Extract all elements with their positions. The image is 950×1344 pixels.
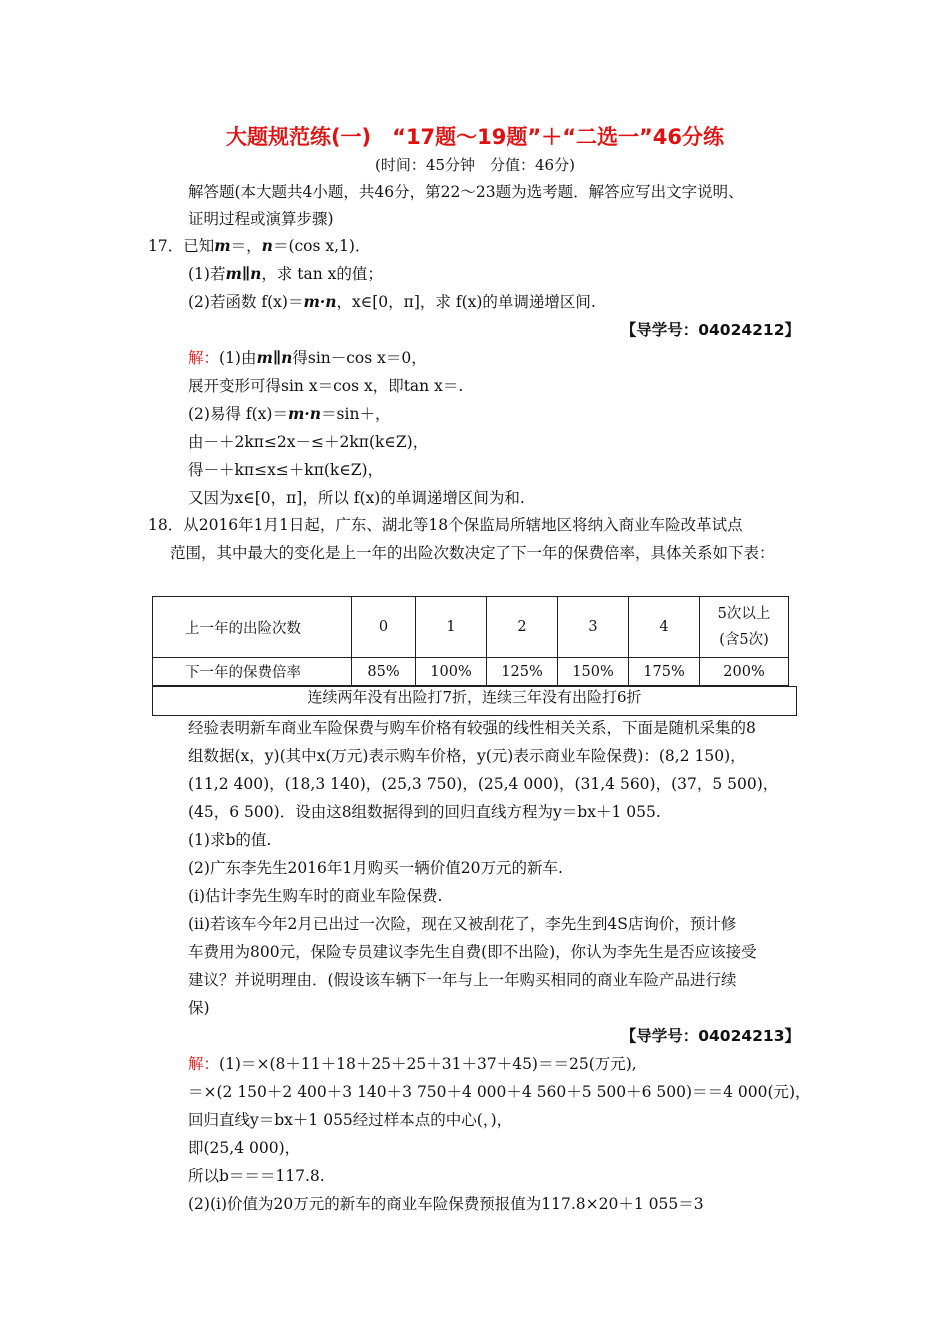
q17-stem-pre: 17．已知 [148, 237, 215, 255]
q18-stem-line-2: 范围，其中最大的变化是上一年的出险次数决定了下一年的保费倍率，具体关系如下表： [170, 544, 775, 562]
page-title: 大题规范练(一) “17题～19题”＋“二选一”46分练 [225, 125, 725, 149]
q17-solution-line-4: 由－＋2kπ≤2x－≤＋2kπ(k∈Z)， [188, 433, 429, 451]
cell-line: (含5次) [719, 632, 769, 648]
table-row [153, 597, 789, 658]
q18-body-line: (2)广东李先生2016年1月购买一辆价值20万元的新车. [188, 859, 563, 877]
q17-part1-pre: (1)若 [188, 265, 226, 283]
table-cell: 4 [629, 597, 700, 658]
q18-body-line: (45，6 500)．设由这8组数据得到的回归直线方程为y＝bx＋1 055. [188, 803, 661, 821]
q18-guide-number [0, 1026, 800, 1046]
q18-solution-line: ＝×(2 150＋2 400＋3 140＋3 750＋4 000＋4 560＋5 500＋6 500)＝＝4 000(元)， [188, 1083, 811, 1101]
q17-part2 [188, 292, 596, 312]
table-row [153, 658, 789, 686]
page-subtitle: (时间：45分钟 分值：46分) [375, 156, 575, 174]
q18-solution-line: 回归直线y＝bx＋1 055经过样本点的中心(，)， [188, 1111, 513, 1129]
q17-sol1-pre: (1)由 [219, 349, 257, 367]
vector-m: m [214, 236, 231, 255]
table-cell: 1 [416, 597, 487, 658]
q17-solution-label: 解： [188, 349, 220, 367]
vector-n: n [261, 236, 273, 255]
table-cell: 175% [629, 658, 700, 686]
q18-body-line: (ⅱ)若该车今年2月已出过一次险，现在又被刮花了，李先生到4S店询价，预计修 [188, 915, 737, 933]
table-cell: 200% [700, 658, 789, 686]
q17-part1 [188, 264, 383, 284]
table-cell [700, 597, 789, 658]
q18-body-line: 车费用为800元，保险专员建议李先生自费(即不出险)，你认为李先生是否应该接受 [188, 943, 757, 961]
q17-part1-post: ，求 tan x的值； [261, 265, 383, 283]
q17-solution-line-6: 又因为x∈[0，π]，所以 f(x)的单调递增区间为和. [188, 489, 525, 507]
q18-solution-line: (2)(ⅰ)价值为20万元的新车的商业车险保费预报值为117.8×20＋1 055＝3 [188, 1195, 704, 1213]
intro-line-1: 解答题(本大题共4小题，共46分，第22～23题为选考题．解答应写出文字说明、 [188, 183, 744, 201]
q18-solution-label: 解： [188, 1055, 220, 1073]
q17-stem-mid: ＝， [230, 237, 262, 255]
q17-stem [148, 236, 370, 256]
table-cell: 85% [352, 658, 416, 686]
table-cell: 上一年的出险次数 [153, 597, 352, 658]
q17-guide-number [0, 320, 800, 340]
q17-sol3-post: ＝sin＋， [321, 405, 391, 423]
cell-line: 5次以上 [717, 606, 771, 622]
q18-body-line: 建议？并说明理由．(假设该车辆下一年与上一年购买相同的商业车险产品进行续 [188, 971, 737, 989]
q18-solution-line: 即(25,4 000)， [188, 1139, 301, 1157]
q17-part2-mn: m·n [303, 292, 337, 311]
q18-sol1-text: (1)＝×(8＋11＋18＋25＋25＋31＋37＋45)＝＝25(万元), [219, 1055, 637, 1073]
q18-body-line: (ⅰ)估计李先生购车时的商业车险保费. [188, 887, 443, 905]
q18-solution-line: 所以b＝＝＝117.8. [188, 1167, 325, 1185]
q18-body-line: 组数据(x，y)(其中x(万元)表示购车价格，y(元)表示商业车险保费)：(8,2 150)， [188, 747, 746, 765]
q18-body-line: (1)求b的值. [188, 831, 272, 849]
intro-line-2: 证明过程或演算步骤) [188, 210, 334, 228]
q18-guide-number-text: 【导学号：04024213】 [620, 1027, 800, 1045]
q17-sol1-post: 得sin－cos x＝0， [292, 349, 427, 367]
table-cell: 0 [352, 597, 416, 658]
table-cell: 100% [416, 658, 487, 686]
q17-stem-post: ＝(cos x,1)． [272, 237, 371, 255]
q17-sol1-mn: m∥n [256, 348, 293, 367]
q17-guide-number-text: 【导学号：04024212】 [620, 321, 800, 339]
q17-solution-line-5: 得－＋kπ≤x≤＋kπ(k∈Z)， [188, 461, 384, 479]
q17-part2-post: ，x∈[0，π]，求 f(x)的单调递增区间. [336, 293, 596, 311]
table-cell: 3 [558, 597, 629, 658]
q18-body-line: 保) [188, 999, 210, 1017]
q17-part1-mn: m∥n [225, 264, 262, 283]
insurance-rate-table [152, 596, 789, 686]
q18-body-line: 经验表明新车商业车险保费与购车价格有较强的线性相关关系，下面是随机采集的8 [188, 719, 756, 737]
table-cell: 2 [487, 597, 558, 658]
table-cell: 150% [558, 658, 629, 686]
q17-sol3-pre: (2)易得 f(x)＝ [188, 405, 288, 423]
q18-stem-line-1: 18．从2016年1月1日起，广东、湖北等18个保监局所辖地区将纳入商业车险改革试点 [148, 516, 743, 534]
q18-solution-line-1 [188, 1054, 637, 1074]
table-note: 连续两年没有出险打7折，连续三年没有出险打6折 [152, 686, 797, 716]
q17-solution-line-1 [188, 348, 427, 368]
q17-solution-line-3 [188, 404, 390, 424]
table-cell: 125% [487, 658, 558, 686]
q17-part2-pre: (2)若函数 f(x)＝ [188, 293, 304, 311]
q18-body-line: (11,2 400)，(18,3 140)，(25,3 750)，(25,4 000)，(31,4 560)，(37，5 500)， [188, 775, 779, 793]
table-cell: 下一年的保费倍率 [153, 658, 352, 686]
q17-sol3-mn: m·n [287, 404, 322, 423]
q17-solution-line-2: 展开变形可得sin x＝cos x，即tan x＝. [188, 377, 464, 395]
